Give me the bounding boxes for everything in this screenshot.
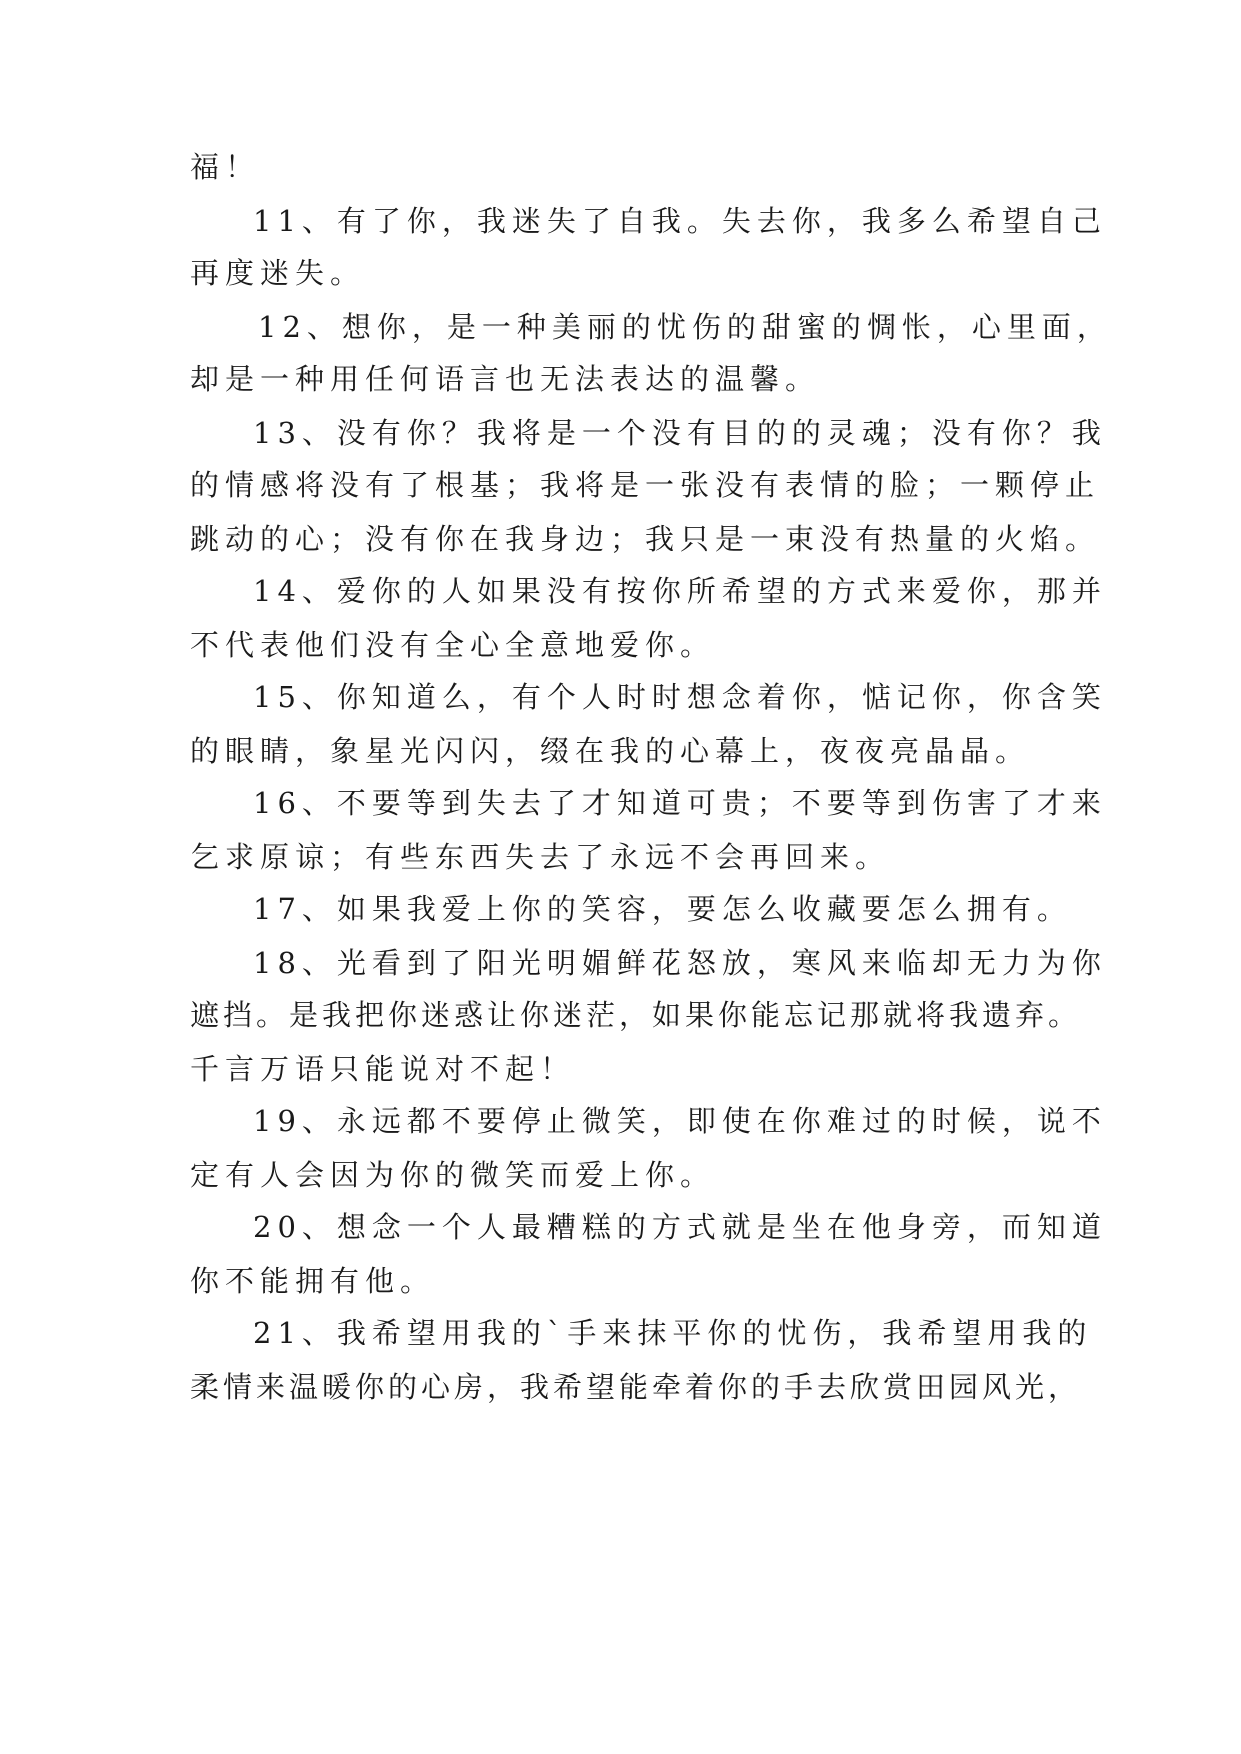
text-line: 14、爱你的人如果没有按你所希望的方式来爱你，那并 (253, 574, 1107, 608)
text-line: 却是一种用任何语言也无法表达的温馨。 (190, 362, 821, 396)
text-line: 16、不要等到失去了才知道可贵；不要等到伤害了才来 (253, 786, 1107, 820)
text-line: 12、想你，是一种美丽的忧伤的甜蜜的惆怅，心里面， (258, 310, 1112, 344)
text-line: 19、永远都不要停止微笑，即使在你难过的时候，说不 (253, 1104, 1107, 1138)
text-line: 定有人会因为你的微笑而爱上你。 (190, 1158, 716, 1192)
text-line: 11、有了你，我迷失了自我。失去你，我多么希望自己 (253, 204, 1107, 238)
text-line: 20、想念一个人最糟糕的方式就是坐在他身旁，而知道 (253, 1210, 1107, 1244)
text-line: 遮挡。是我把你迷惑让你迷茫，如果你能忘记那就将我遗弃。 (190, 998, 1082, 1032)
text-line: 你不能拥有他。 (190, 1264, 436, 1298)
text-line: 福！ (190, 150, 261, 184)
text-line: 乞求原谅；有些东西失去了永远不会再回来。 (190, 840, 891, 874)
text-line: 15、你知道么，有个人时时想念着你，惦记你，你含笑 (253, 680, 1107, 714)
text-line: 13、没有你？我将是一个没有目的的灵魂；没有你？我 (253, 416, 1107, 450)
text-line: 千言万语只能说对不起！ (190, 1052, 576, 1086)
text-line: 不代表他们没有全心全意地爱你。 (190, 628, 716, 662)
text-line: 的情感将没有了根基；我将是一张没有表情的脸；一颗停止 (190, 468, 1101, 502)
text-line: 18、光看到了阳光明媚鲜花怒放，寒风来临却无力为你 (253, 946, 1107, 980)
text-line: 21、我希望用我的`手来抹平你的忧伤，我希望用我的 (253, 1316, 1093, 1350)
text-line: 跳动的心；没有你在我身边；我只是一束没有热量的火焰。 (190, 522, 1101, 556)
text-line: 的眼睛，象星光闪闪，缀在我的心幕上，夜夜亮晶晶。 (190, 734, 1031, 768)
text-line: 柔情来温暖你的心房，我希望能牵着你的手去欣赏田园风光， (190, 1370, 1082, 1404)
text-line: 再度迷失。 (190, 256, 366, 290)
text-line: 17、如果我爱上你的笑容，要怎么收藏要怎么拥有。 (253, 892, 1072, 926)
